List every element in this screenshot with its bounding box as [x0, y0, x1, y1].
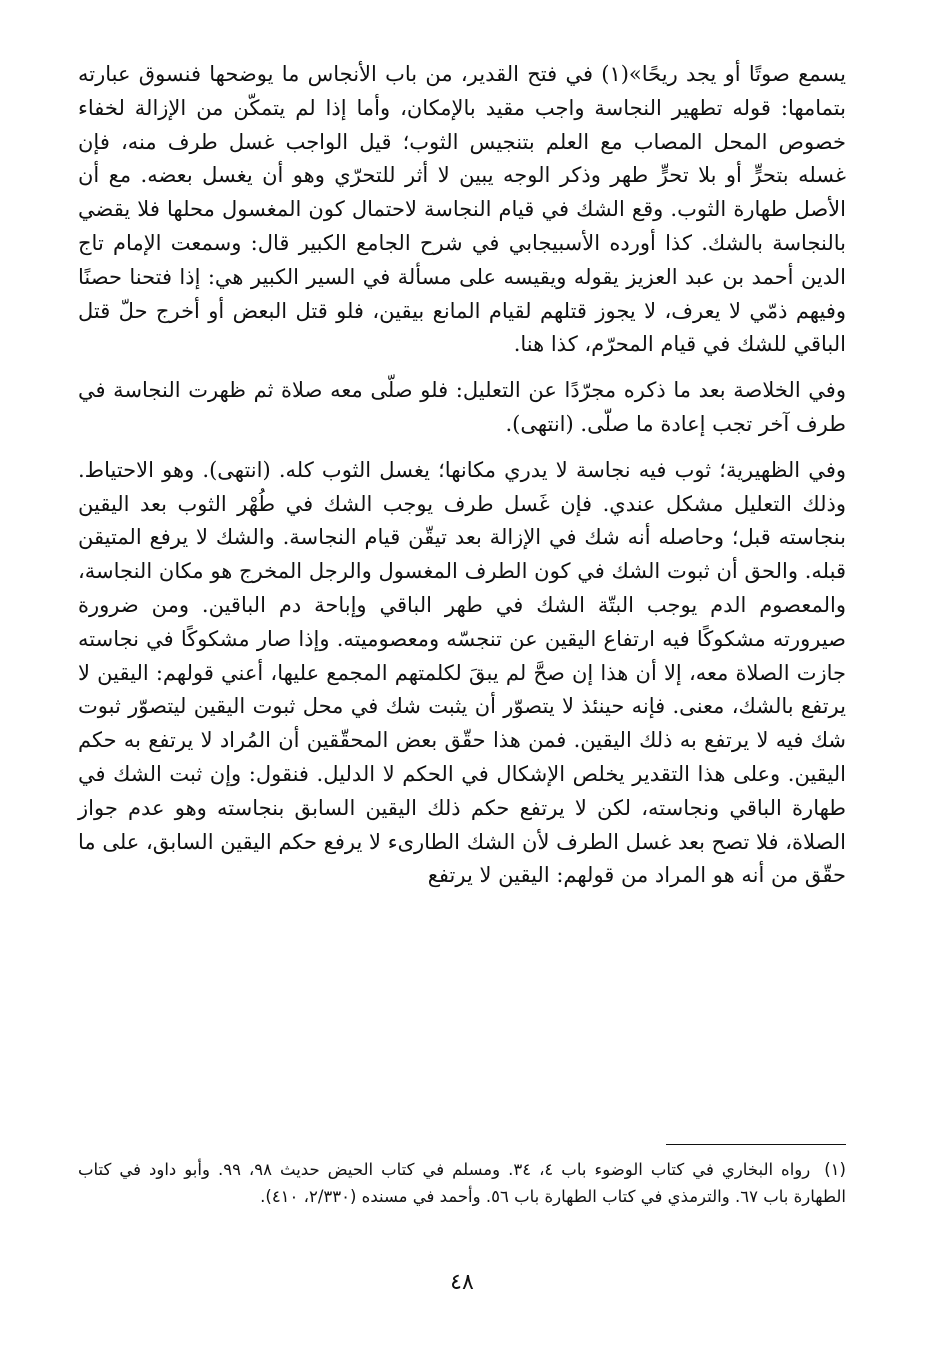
paragraph-1: يسمع صوتًا أو يجد ريحًا»(١) في فتح القدير، من باب الأنجاس ما يوضحها فنسوق عبارته بتمامها: قوله تطهير النجاسة واجب مقيد بالإمكان، وأما إذا لم يتمكّن من الإزالة لخفاء خصوص المحل المصاب مع العلم بتنجيس الثوب؛ قيل الواجب غسل طرف منه، فإن غسله بتحرٍّ أو بلا تحرٍّ طهر وذكر الوجه يبين لا أثر للتحرّي وهو أن يغسل بعضه. مع أن الأصل طهارة الثوب. وقع الشك في قيام النجاسة لاحتمال كون المغسول محلها فلا يقضي بالنجاسة بالشك. كذا أورده الأسبيجابي في شرح الجامع الكبير قال: وسمعت الإمام تاج الدين أحمد بن عبد العزيز يقوله ويقيسه على مسألة في السير الكبير هي: إذا فتحنا حصنًا وفيهم ذمّي لا يعرف، لا يجوز قتلهم لقيام المانع بيقين، فلو قتل البعض أو أخرج حلّ قتل الباقي للشك في قيام المحرّم، كذا هنا. [78, 62, 846, 357]
footnote-divider [666, 1144, 846, 1145]
main-text [78, 58, 846, 893]
page-number: ٤٨ [450, 1270, 474, 1295]
book-page [78, 58, 846, 1338]
footnote-text: رواه البخاري في كتاب الوضوء باب ٤، ٣٤. ومسلم في كتاب الحيض حديث ٩٨، ٩٩. وأبو داود في كتاب الطهارة باب ٦٧. والترمذي في كتاب الطهارة باب ٥٦. وأحمد في مسنده (٢/٣٣٠، ٤١٠). [78, 1160, 846, 1206]
paragraph-3: وفي الظهيرية؛ ثوب فيه نجاسة لا يدري مكانها؛ يغسل الثوب كله. (انتهى). وهو الاحتياط. وذلك التعليل مشكل عندي. فإن غَسل طرف يوجب الشك في طُهْر الثوب بعد اليقين بنجاسته قبل؛ وحاصله أنه شك في الإزالة بعد تيقّن قيام النجاسة. والشك لا يرفع المتيقن قبله. والحق أن ثبوت الشك في كون الطرف المغسول والرجل المخرج هو مكان النجاسة، والمعصوم الدم يوجب البتّة الشك في طهر الباقي وإباحة دم الباقين. ومن ضرورة صيرورته مشكوكًا فيه ارتفاع اليقين عن تنجسّه ومعصوميته. وإذا صار مشكوكًا في نجاسته جازت الصلاة معه، إلا أن هذا إن صحَّ لم يبقَ لكلمتهم المجمع عليها، أعني قولهم: اليقين لا يرتفع بالشك، معنى. فإنه حينئذ لا يتصوّر أن يثبت شك في محل ثبوت اليقين ليتصوّر ثبوت شك فيه لا يرتفع به ذلك اليقين. فمن هذا حقّق بعض المحقّقين أن المُراد لا يرتفع به حكم اليقين. وعلى هذا التقدير يخلص الإشكال في الحكم لا الدليل. فنقول: وإن ثبت الشك في طهارة الباقي ونجاسته، لكن لا يرتفع حكم ذلك اليقين السابق بنجاسته وهو عدم جواز الصلاة، فلا تصح بعد غسل الطرف لأن الشك الطارىء لا يرفع حكم اليقين السابق، على ما حقّق من أنه هو المراد من قولهم: اليقين لا يرتفع [78, 457, 846, 888]
paragraph-2: وفي الخلاصة بعد ما ذكره مجرّدًا عن التعليل: فلو صلّى معه صلاة ثم ظهرت النجاسة في طرف آخر تجب إعادة ما صلّى. (انتهى). [78, 378, 846, 436]
footnote-number: (١) [824, 1160, 846, 1179]
footnote [78, 1156, 846, 1210]
